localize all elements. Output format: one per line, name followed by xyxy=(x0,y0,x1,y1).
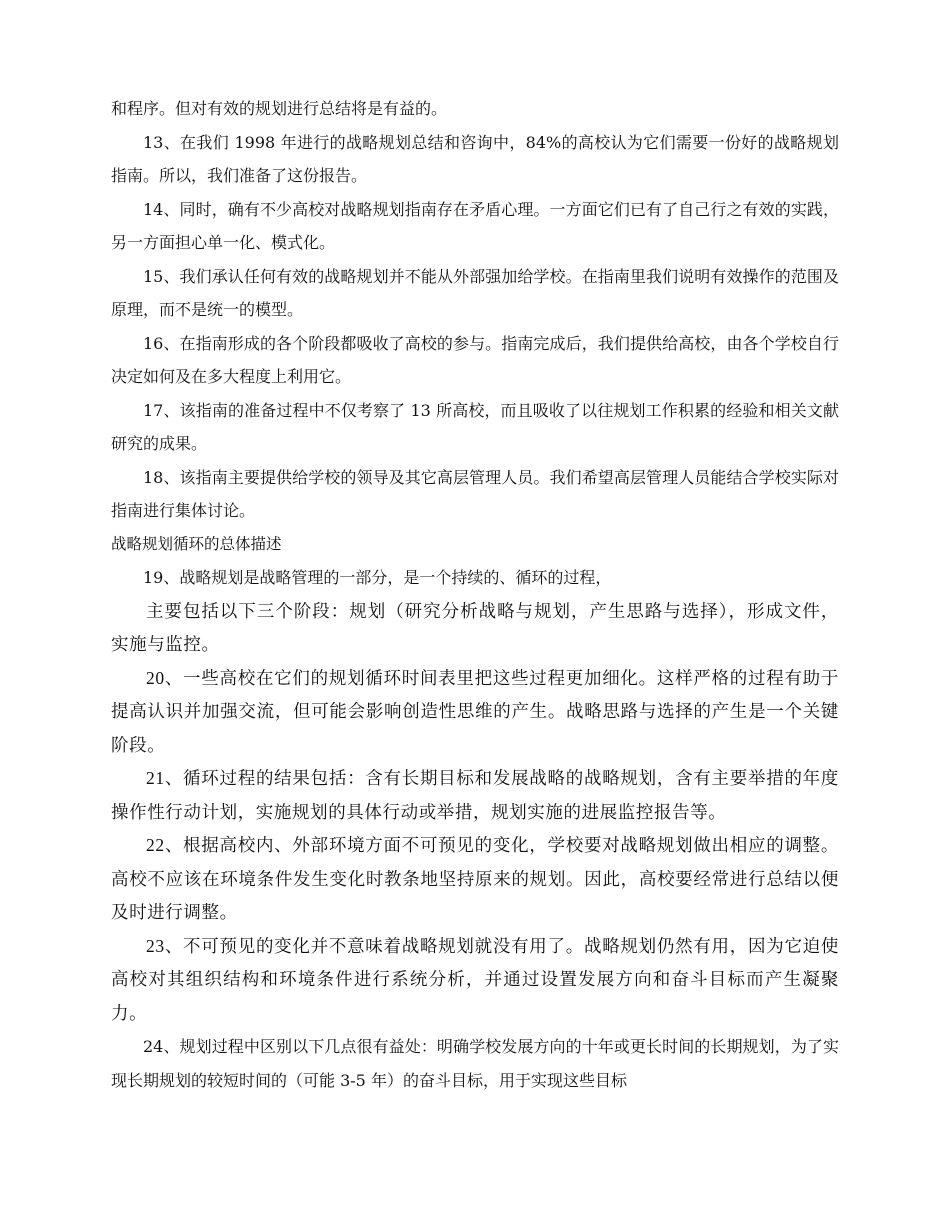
paragraph-continuation: 和程序。但对有效的规划进行总结将是有益的。 xyxy=(111,99,448,118)
paragraph-15: 15、我们承认任何有效的战略规划并不能从外部强加给学校。在指南里我们说明有效操作的范围及原理，而不是统一的模型。 xyxy=(111,266,839,319)
paragraph-14: 14、同时，确有不少高校对战略规划指南存在矛盾心理。一方面它们已有了自己行之有效的实践，另一方面担心单一化、模式化。 xyxy=(111,199,839,252)
paragraph-19-continued: 主要包括以下三个阶段：规划（研究分析战略与规划，产生思路与选择），形成文件，实施与监控。 xyxy=(111,600,839,654)
paragraph-21: 21、循环过程的结果包括：含有长期目标和发展战略的战略规划，含有主要举措的年度操作性行动计划，实施规划的具体行动或举措，规划实施的进展监控报告等。 xyxy=(111,768,839,822)
paragraph-24: 24、规划过程中区别以下几点很有益处：明确学校发展方向的十年或更长时间的长期规划，为了实现长期规划的较短时间的（可能 3-5 年）的奋斗目标，用于实现这些目标 xyxy=(111,1037,839,1090)
section-heading: 战略规划循环的总体描述 xyxy=(111,534,282,553)
paragraph-13: 13、在我们 1998 年进行的战略规划总结和咨询中，84%的高校认为它们需要一份好的战略规划指南。所以，我们准备了这份报告。 xyxy=(111,132,839,185)
paragraph-18: 18、该指南主要提供给学校的领导及其它高层管理人员。我们希望高层管理人员能结合学校实际对指南进行集体讨论。 xyxy=(111,467,839,520)
paragraph-19: 19、战略规划是战略管理的一部分，是一个持续的、循环的过程， xyxy=(143,568,612,587)
document-page xyxy=(111,92,839,1097)
paragraph-22: 22、根据高校内、外部环境方面不可预见的变化，学校要对战略规划做出相应的调整。高校不应该在环境条件发生变化时教条地坚持原来的规划。因此，高校要经常进行总结以便及时进行调整。 xyxy=(111,835,839,922)
paragraph-20: 20、一些高校在它们的规划循环时间表里把这些过程更加细化。这样严格的过程有助于提高认识并加强交流，但可能会影响创造性思维的产生。战略思路与选择的产生是一个关键阶段。 xyxy=(111,667,839,755)
paragraph-23: 23、不可预见的变化并不意味着战略规划就没有用了。战略规划仍然有用，因为它迫使高校对其组织结构和环境条件进行系统分析，并通过设置发展方向和奋斗目标而产生凝聚力。 xyxy=(111,935,839,1023)
paragraph-16: 16、在指南形成的各个阶段都吸收了高校的参与。指南完成后，我们提供给高校，由各个学校自行决定如何及在多大程度上利用它。 xyxy=(111,333,839,386)
paragraph-17: 17、该指南的准备过程中不仅考察了 13 所高校，而且吸收了以往规划工作积累的经验和相关文献研究的成果。 xyxy=(111,400,839,453)
